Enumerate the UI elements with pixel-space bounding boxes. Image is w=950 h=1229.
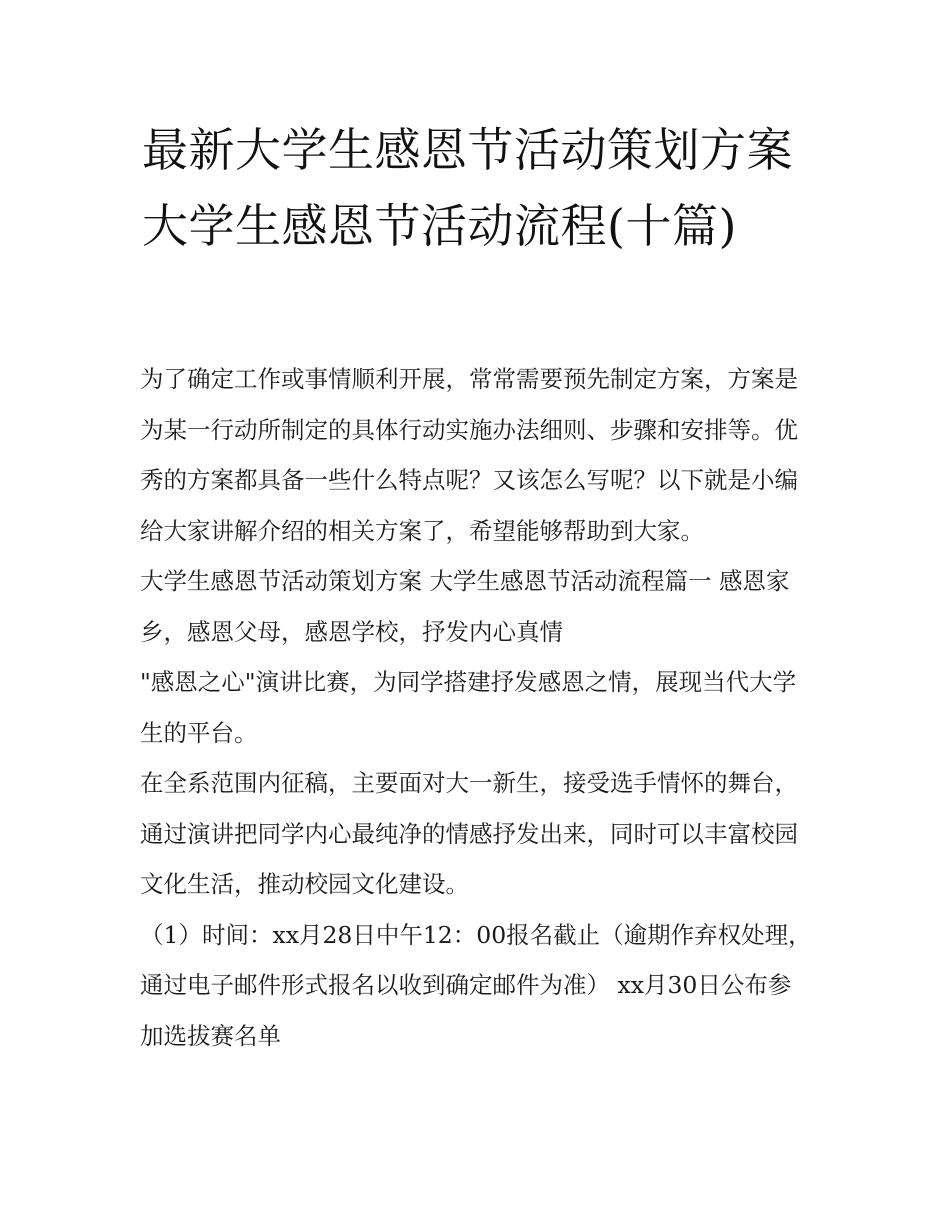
- paragraph-speech-contest: "感恩之心"演讲比赛，为同学搭建抒发感恩之情，展现当代大学生的平台。: [140, 668, 797, 747]
- document-body: [140, 354, 812, 1061]
- paragraph-section-heading: 大学生感恩节活动策划方案 大学生感恩节活动流程篇一 感恩家乡，感恩父母，感恩学校，抒发内心真情: [140, 567, 790, 646]
- paragraph-schedule: （1）时间：xx月28日中午12：00报名截止（逾期作弃权处理，通过电子邮件形式报名以收到确定邮件为准） xx月30日公布参加选拔赛名单: [140, 920, 812, 1050]
- paragraph-call-for-entries: 在全系范围内征稿，主要面对大一新生，接受选手情怀的舞台，通过演讲把同学内心最纯净的情感抒发出来，同时可以丰富校园文化生活，推动校园文化建设。: [140, 769, 798, 898]
- paragraph-intro: 为了确定工作或事情顺利开展，常常需要预先制定方案，方案是为某一行动所制定的具体行动实施办法细则、步骤和安排等。优秀的方案都具备一些什么特点呢？又该怎么写呢？以下就是小编给大家讲解介绍的相关方案了，希望能够帮助到大家。: [140, 365, 798, 545]
- document-title: 最新大学生感恩节活动策划方案 大学生感恩节活动流程(十篇): [142, 123, 793, 253]
